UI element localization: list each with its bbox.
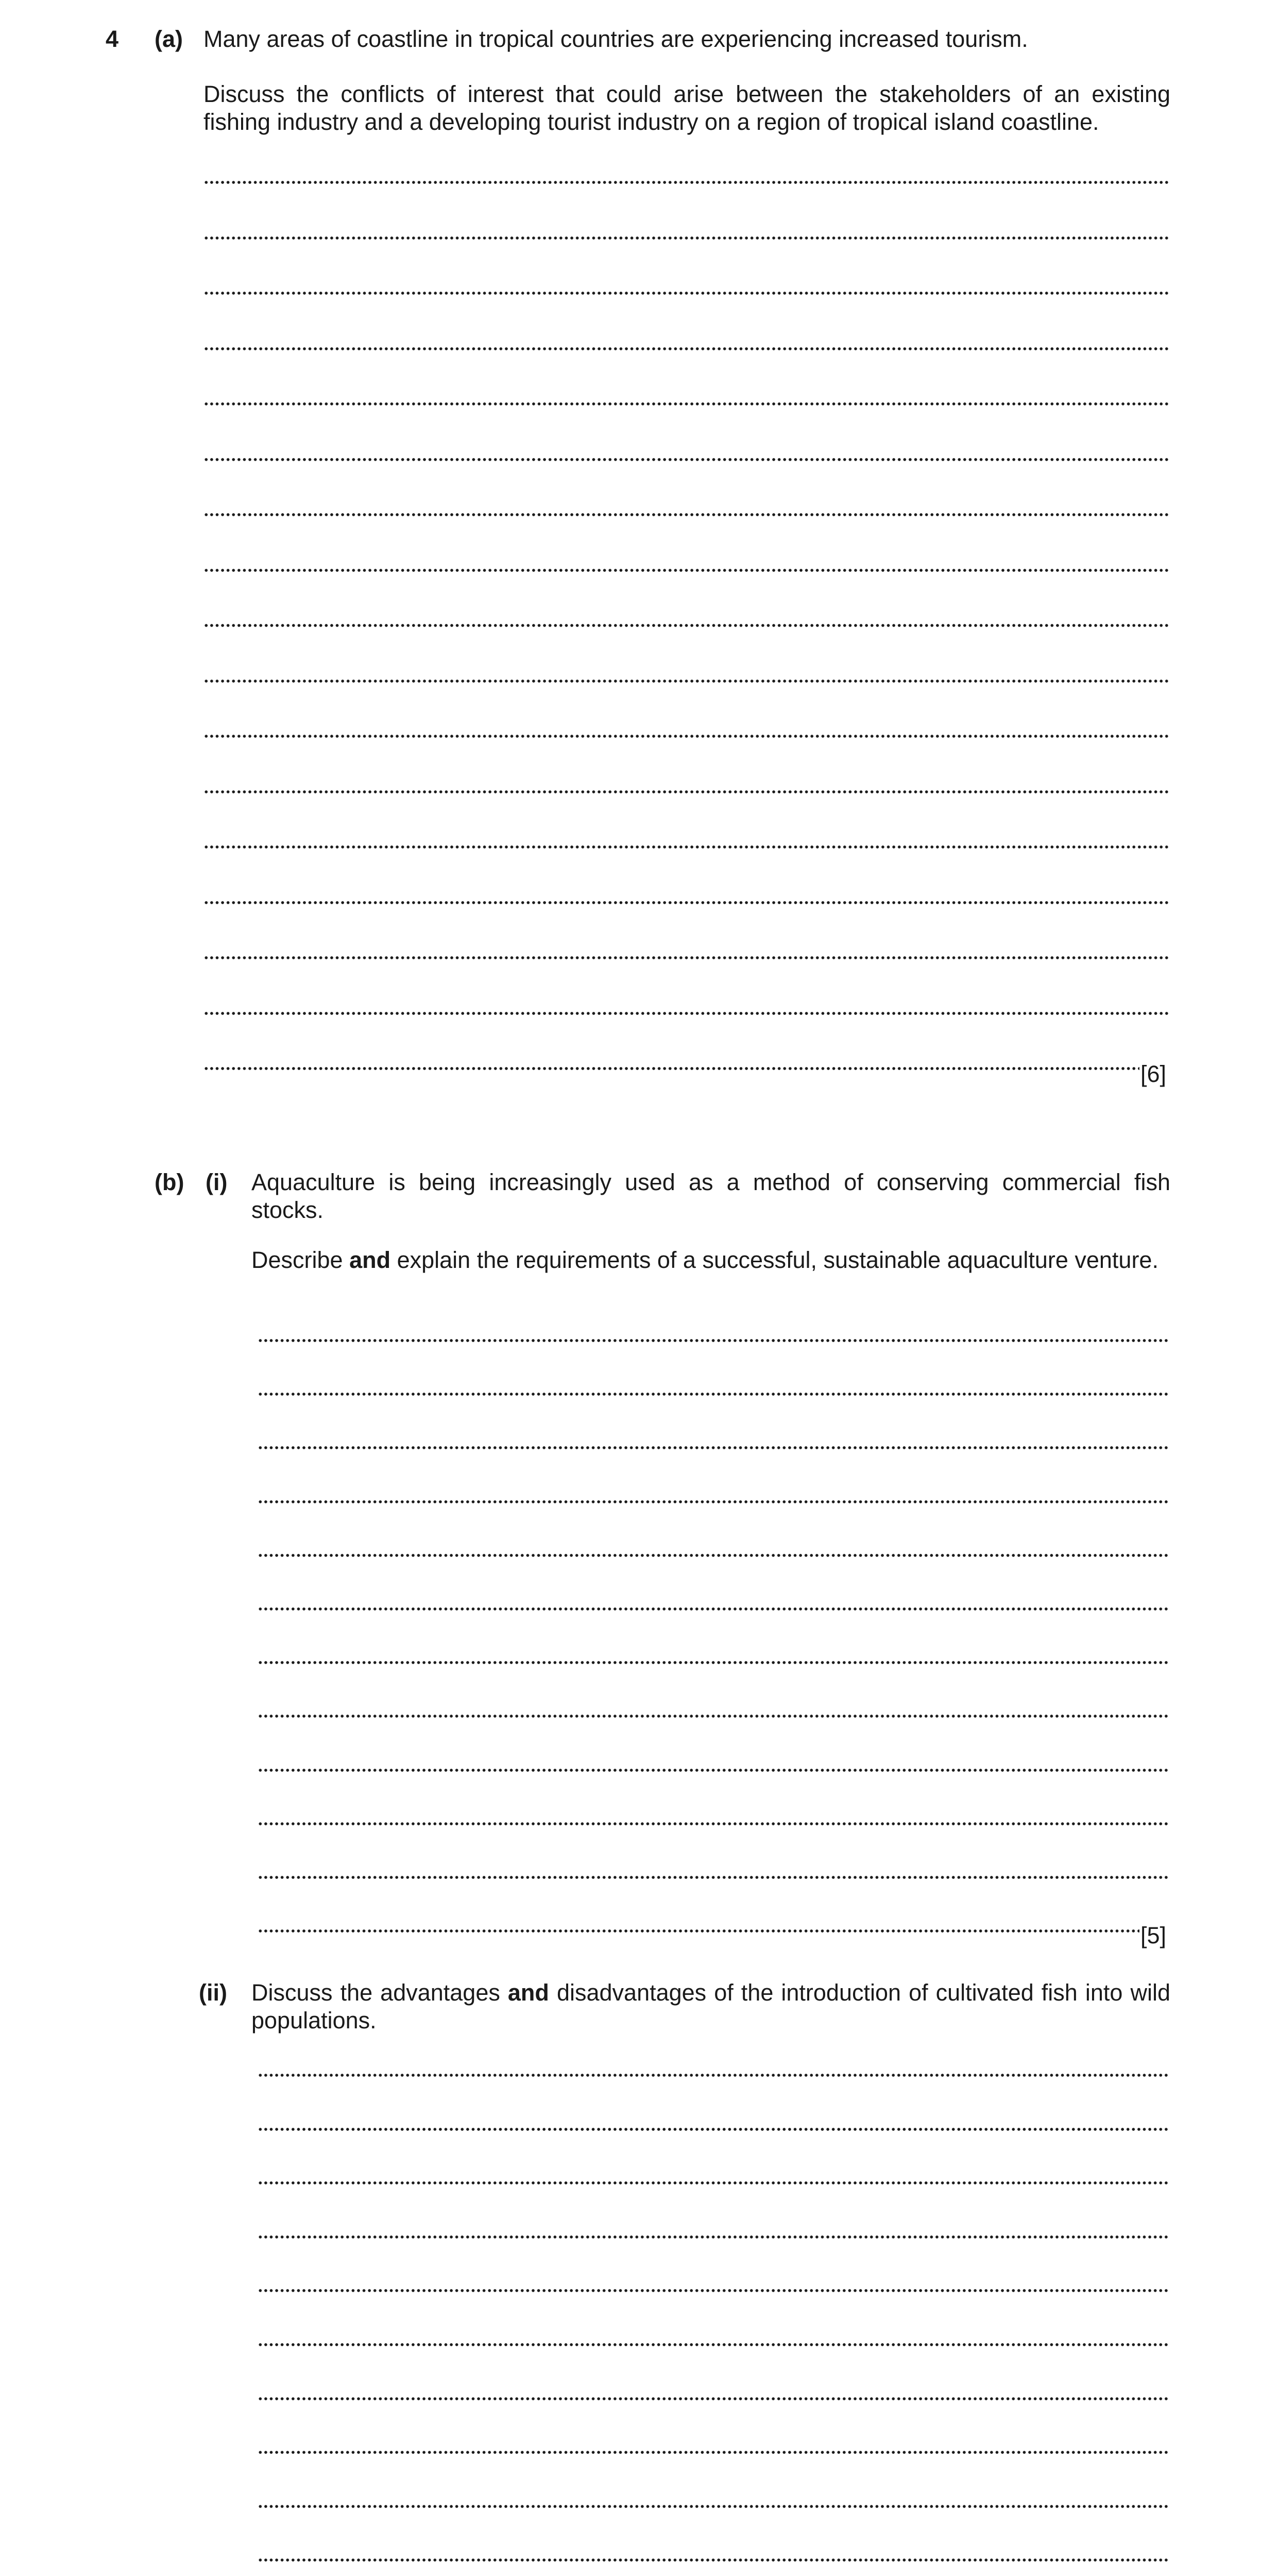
part-b-i-answer-line[interactable]: [258, 1929, 1139, 1933]
part-b-i-answer-line[interactable]: [258, 1822, 1168, 1825]
part-a-marks: [6]: [1140, 1061, 1167, 1087]
part-b-i-label: (i): [206, 1169, 228, 1195]
part-a-answer-line[interactable]: [203, 347, 1168, 350]
part-a-intro: Many areas of coastline in tropical countries are experiencing increased tourism.: [203, 26, 1028, 52]
part-b-i-intro: Aquaculture is being increasingly used as a method of conserving commercial fish stocks.: [251, 1169, 1170, 1223]
part-b-ii-answer-line[interactable]: [258, 2289, 1168, 2292]
part-b-i-answer-line[interactable]: [258, 1661, 1168, 1664]
part-b-ii-prompt: [251, 1979, 1170, 2035]
part-b-i-answer-line[interactable]: [258, 1554, 1168, 1557]
part-a-answer-line[interactable]: [203, 790, 1168, 793]
part-b-i-answer-line[interactable]: [258, 1446, 1168, 1449]
part-b-i-prompt-bold: and: [349, 1247, 391, 1273]
part-b-i-answer-line[interactable]: [258, 1393, 1168, 1396]
part-b-i-answer-line[interactable]: [258, 1607, 1168, 1611]
part-a-answer-line[interactable]: [203, 845, 1168, 849]
question-number: 4: [106, 26, 119, 52]
part-a-answer-line[interactable]: [203, 236, 1168, 240]
part-b-ii-prompt-text-2: disadvantages of the introduction of cultivated fish into wild populations.: [251, 1979, 1170, 2033]
part-a-answer-line[interactable]: [203, 458, 1168, 461]
part-b-i-answer-line[interactable]: [258, 1339, 1168, 1342]
part-b-ii-answer-line[interactable]: [258, 2074, 1168, 2077]
part-a-prompt: Discuss the conflicts of interest that could arise between the stakeholders of an existing fishing industry and a developing tourist industry on a region of tropical island coastline.: [203, 81, 1170, 135]
part-b-ii-answer-line[interactable]: [258, 2558, 1168, 2562]
part-b-ii-prompt-text-1: Discuss the advantages: [251, 1979, 508, 2006]
part-a-answer-line[interactable]: [203, 1012, 1168, 1015]
part-a-label: (a): [155, 26, 183, 52]
part-b-i-answer-line[interactable]: [258, 1500, 1168, 1503]
part-b-ii-answer-line[interactable]: [258, 2505, 1168, 2508]
part-b-ii-answer-line[interactable]: [258, 2343, 1168, 2346]
part-b-i-marks: [5]: [1140, 1922, 1167, 1948]
part-a-answer-line[interactable]: [203, 624, 1168, 627]
part-b-i-answer-line[interactable]: [258, 1769, 1168, 1772]
part-b-ii-answer-line[interactable]: [258, 2397, 1168, 2400]
part-a-answer-line[interactable]: [203, 402, 1168, 405]
part-b-i-answer-line[interactable]: [258, 1715, 1168, 1718]
part-b-ii-answer-line[interactable]: [258, 2128, 1168, 2131]
part-a-answer-line[interactable]: [203, 735, 1168, 738]
part-a-answer-line[interactable]: [203, 901, 1168, 904]
part-b-i-prompt-text-2: explain the requirements of a successful, sustainable aquaculture venture.: [390, 1247, 1158, 1273]
part-a-answer-line[interactable]: [203, 569, 1168, 572]
part-a-answer-line[interactable]: [203, 513, 1168, 516]
part-a-answer-line[interactable]: [203, 181, 1168, 184]
part-b-i-prompt-text-1: Describe: [251, 1247, 350, 1273]
part-b-ii-answer-line[interactable]: [258, 2451, 1168, 2454]
part-b-i-answer-line[interactable]: [258, 1876, 1168, 1879]
part-a-answer-line[interactable]: [203, 680, 1168, 683]
part-b-ii-answer-line[interactable]: [258, 2235, 1168, 2239]
part-b-label: (b): [155, 1169, 184, 1195]
part-b-ii-answer-line[interactable]: [258, 2181, 1168, 2184]
part-b-ii-label: (ii): [199, 1979, 227, 2006]
part-a-answer-line[interactable]: [203, 292, 1168, 295]
part-a-answer-line[interactable]: [203, 1067, 1139, 1070]
part-b-i-prompt: [251, 1246, 1170, 1274]
part-a-answer-line[interactable]: [203, 956, 1168, 959]
part-b-ii-prompt-bold: and: [507, 1979, 549, 2006]
